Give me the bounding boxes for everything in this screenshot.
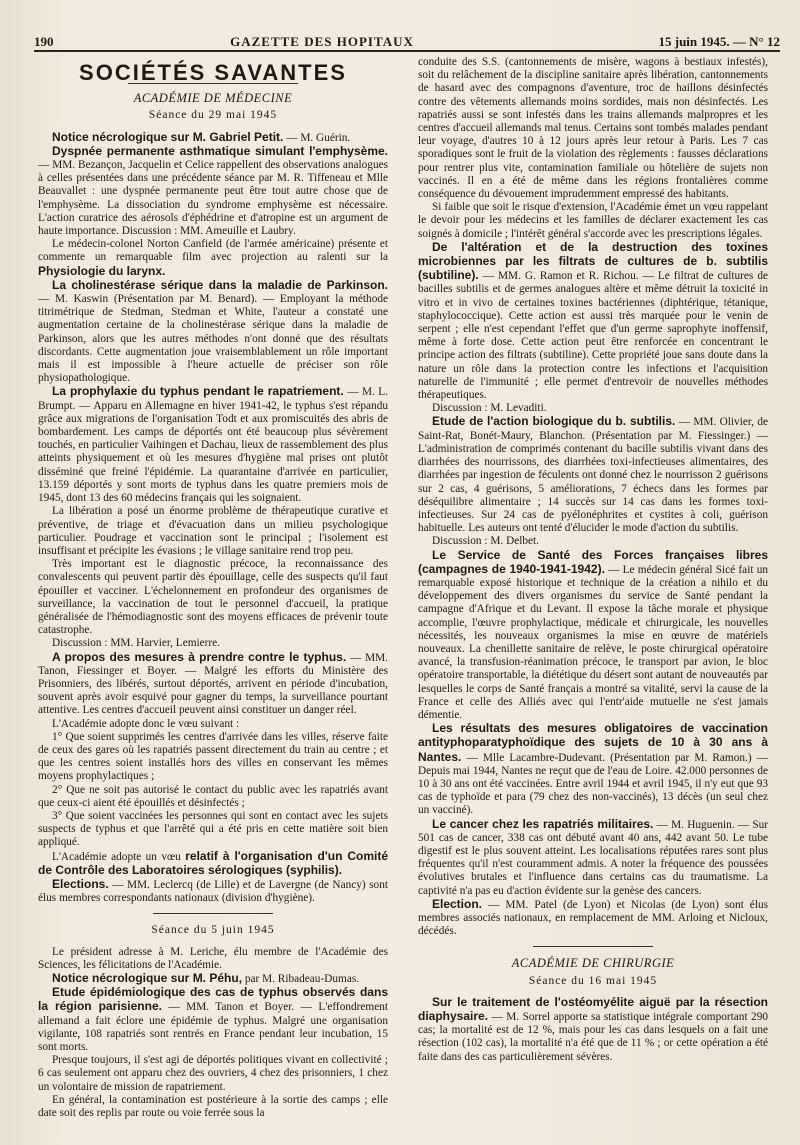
article: A propos des mesures à prendre contre le typhus. — MM. Tanon, Fiessinger et Boyer. — Malgré les efforts du Ministère des Prisonniers, des libérés, surtout déportés, arrivent en période d'incubation, souvent après avoir esquivé pour gagner du temps, la surveillance pourtant attentive. Les centres d'accueil peuvent ainsi constituer un danger réel. <box>38 649 388 717</box>
article: Dyspnée permanente asthmatique simulant l'emphysème. — MM. Bezançon, Jacquelin et Celice rappellent des observations analogues à celles présentées dans une précédente séance par M. R. Tiffeneau et Mlle Beauvallet : une dyspnée permanente peut être tout autre chose que de l'emphysème. La dissociation du syndrome emphysème est nécessaire. L'action curatrice des aérosols d'éphédrine et d'atropine est un argument de haute importance. Discussion : MM. Ameuille et Laubry. <box>38 143 388 238</box>
page-number: 190 <box>34 34 54 49</box>
article: La prophylaxie du typhus pendant le rapatriement. — M. L. Brumpt. — Apparu en Allemagne en hiver 1941-42, le typhus s'est répandu grâce aux migrations de l'organisation Todt et aux promiscuités des abris de bombardement. Les camps de déportés ont été beaucoup plus sévèrement touchés, en particulier Vaihingen et Dachau, lieux de rassemblement des plus atteints physiquement et où les mesures d'hygiène mal prises ont plutôt disséminé que freiné l'épidémie. La quarantaine d'arrivée en particulier, 13.159 déportés y sont morts de typhus dans les quatre premiers mois de 1945, dont 13 des 60 médecins français qui les soignaient. <box>38 384 388 505</box>
discussion: Discussion : MM. Harvier, Lemierre. <box>52 637 221 650</box>
seance-date: Séance du 5 juin 1945 <box>151 924 275 937</box>
section-title: SOCIÉTÉS SAVANTES <box>79 60 347 85</box>
article: Election. — MM. Patel (de Lyon) et Nicolas (de Lyon) sont élus membres associés nationaux, en remplacement de MM. Arloing et Nicloux, décédés. <box>418 896 768 938</box>
discussion: Discussion : M. Levaditi. <box>432 402 547 415</box>
paragraph: 2° Que ne soit pas autorisé le contact du public avec les rapatriés avant que ceux-ci aient été épouillés et désinfectés ; <box>38 783 388 809</box>
academy-heading: ACADÉMIE DE CHIRURGIE <box>511 956 675 971</box>
article: Notice nécrologique sur M. Péhu, par M. Ribadeau-Dumas. <box>52 971 360 985</box>
seance-date: Séance du 29 mai 1945 <box>148 109 278 122</box>
article: La cholinestérase sérique dans la maladie de Parkinson. — M. Kaswin (Présentation par M. Benard). — Employant la méthode titrimétrique de Stedman, Stedman et White, l'auteur a constaté une augmentation certaine de la cholinestérase sérique dans la maladie de Parkinson, alors que les autres méthodes n'ont donné que des résultats discordants. Cette augmentation joue vraisemblablement un rôle important mais il est impossible à l'heure actuelle de préciser son rôle physiopathologique. <box>38 277 388 385</box>
issue-date: 15 juin 1945. — N° 12 <box>658 34 780 49</box>
paragraph: Le président adresse à M. Leriche, élu membre de l'Académie des Sciences, les félicitations de l'Académie. <box>38 945 388 971</box>
article: L'Académie adopte un vœu relatif à l'organisation d'un Comité de Contrôle des Laboratoires sérologiques (syphilis). <box>38 848 388 877</box>
article: Sur le traitement de l'ostéomyélite aiguë par la résection diaphysaire. — M. Sorrel apporte sa statistique intégrale comportant 290 cas; la mortalité est de 12 %, mais pour les cas dans lesquels on a fait une résection (102 cas), la mortalité n'a été que de 11 % ; or cette opération a été faite dans des cas particulièrement sévères. <box>418 994 768 1063</box>
article: Les résultats des mesures obligatoires de vaccination antityphoparatyphoïdique des sujets de 10 à 30 ans à Nantes. — Mlle Lacambre-Dudevant. (Présentation par M. Ramon.) — Depuis mai 1944, Nantes ne reçut que de l'eau de Loire. 42.000 personnes de 10 à 30 ans ont été vaccinées. Entre avril 1944 et avril 1945, il n'y eut que 93 cas de typhoïde et para (79 chez des non-vaccinés), 13 décès (un seul chez un vacciné). <box>418 721 768 817</box>
separator-rule <box>533 946 653 947</box>
paragraph: conduite des S.S. (cantonnements de misère, wagons à bestiaux infestés), soit du relâchement de la discipline sanitaire après libération, cantonnements de hasard avec des compagnons d'aventure, troc de haillons désinfectés contre des vêtements allemands moins sordides, mais non désinfectés. Les rapatriés aussi se sont infestés dans les trains allemands malpropres et les centres d'accueil allemands mal tenus. Certains sont tombés malades pendant leur voyage, d'autres 10 à 12 jours après leur retour à Paris. Les 7 cas sporadiques sont le fruit de la violation des règlements : fausses déclarations pour rentrer plus vite, contamination familiale ou hôtelière de sujets non vaccinés. Il en a été de même dans les régions frontalières comme conséquence du dévouement imprudemment empressé des habitants. <box>418 56 768 201</box>
article: Elections. — MM. Leclercq (de Lille) et de Lavergne (de Nancy) sont élus membres correspondants nationaux (division d'hygiène). <box>38 876 388 905</box>
paragraph: La libération a posé un énorme problème de thérapeutique curative et préventive, de triage et d'évacuation dans un milieu psychologique particulier. Poudrage et vaccination sont le principal ; l'isolement est insuffisant et précipite les évasions ; le village sanitaire rend trop peu. <box>38 505 388 557</box>
right-column <box>418 56 768 1064</box>
article: Notice nécrologique sur M. Gabriel Petit. — M. Guérin. <box>52 129 351 144</box>
left-column <box>38 56 388 1120</box>
paragraph: Très important est le diagnostic précoce, la reconnaissance des convalescents qui peuvent partir dès épouillage, celle des suspects qu'il faut épouiller et vacciner. L'échelonnement en profondeur des organismes de surveillance, la vaccination de tout le personnel d'accueil, la pratique généralisée de l'hémodiagnostic sont des moyens efficaces de prévenir toute catastrophe. <box>38 558 388 637</box>
journal-title: GAZETTE DES HOPITAUX <box>230 34 414 49</box>
article: Le cancer chez les rapatriés militaires. — M. Huguenin. — Sur 501 cas de cancer, 338 cas ont débuté avant 40 ans, 442 avant 50. Le tube digestif est le plus souvent atteint. Les localisations réputées rares sont plus fréquentes qu'il n'est couramment admis. A noter la fréquence des poussées évolutives brutales et l'influence dans certains cas du traumatisme. La captivité n'a pas eu d'action évidente sur la genèse des cancers. <box>418 816 769 897</box>
article: Etude de l'action biologique du b. subtilis. — MM. Olivier, de Saint-Rat, Bonét-Maury, Blanchon. (Présentation par M. Fiessinger.) — L'administration de comprimés contenant du bacille subtilis vivant dans des diarrhées des nourrissons, des diarrhées toxi-infectieuses alimentaires, des diarrhées par ingestion de féculents ont donné chez le nourrisson 2 guérisons sur 2 cas, 4 guérisons, 5 améliorations, 7 échecs dans les formes par déséquilibre alimentaire ; 14 succès sur 14 cas dans les formes toxi-infectieuses. Sur 24 cas de pyélonéphrites et cystites à coli, guérison habituelle. Les auteurs ont tenté d'élucider le mode d'action du subtilis. <box>418 414 769 535</box>
discussion: Discussion : M. Delbet. <box>432 535 540 548</box>
article: Etude épidémiologique des cas de typhus observés dans la région parisienne. — MM. Tanon et Boyer. — L'effondrement allemand a fait éclore une épidémie de typhus. Malgré une organisation vigilante, 108 rapatriés sont rentrés en France pendant leur incubation, 15 sont morts. <box>38 985 389 1054</box>
article: De l'altération et de la destruction des toxines microbiennes par les filtrats de cultures de b. subtilis (subtiline). — MM. G. Ramon et R. Richou. — Le filtrat de cultures de bacilles subtilis et de germes analogues altère et même détruit la toxicité in vitro et in vivo de certaines toxines bactériennes (diphtérique, tétanique, staphylococcique). Cette action est aussi très marquée pour le venin de serpent ; elle n'est cependant l'effet que d'un germe saprophyte inoffensif, même à forte dose. Cette action peut être renforcée en concentrant le principe action des filtrats (subtiline). Cette propriété joue sans doute dans la nature un rôle dans la protection contre les infections et l'acquisition naturelle de l'immunité ; elle permet d'entrevoir de nouvelles méthodes thérapeutiques. <box>418 239 768 402</box>
article: Le Service de Santé des Forces françaises libres (campagnes de 1940-1941-1942). — Le médecin général Sicé fait un remarquable exposé historique et technique de la création a nihilo et du développement des divers organismes du service de Santé pendant la campagne d'Afrique et du Levant. Il expose la tâche morale et physique accomplie, l'œuvre prophylactique, médicale et chirurgicale, les nouvelles nécessités, les nouveaux organismes la mise en œuvre de matériels nouveaux. La chenillette sanitaire de relève, le poste chirurgical opératoire avancé, la transfusion-réanimation précoce, le transport par avion, le bloc opératoire transportable, la diététique du désert sont autant de nouveautés par lesquelles le corps de Santé français a montré sa vitalité, servi la cause de la France et celle des Alliés avec qui l'entr'aide mutuelle ne s'est jamais démentie. <box>418 547 768 721</box>
separator-rule <box>153 913 273 914</box>
paragraph: L'Académie adopte donc le vœu suivant : <box>52 717 240 730</box>
academy-heading: ACADÉMIE DE MÉDECINE <box>133 91 293 106</box>
seance-date: Séance du 16 mai 1945 <box>528 974 658 987</box>
paragraph: En général, la contamination est postérieure à la sortie des camps ; elle date soit des replis par route ou voie ferrée sous la <box>38 1093 388 1120</box>
page-header <box>34 28 780 52</box>
article: Le médecin-colonel Norton Canfield (de l'armée américaine) présente et commente un remarquable film avec projection au ralenti sur la Physiologie du larynx. <box>38 238 388 278</box>
paragraph: 1° Que soient supprimés les centres d'arrivée dans les villes, réserve faite de ceux des gares où les rapatriés passent directement du train au centre ; et que les centres soient installés hors des villes en conservant les mêmes moyens prophylactiques ; <box>38 730 388 783</box>
paragraph: Presque toujours, il s'est agi de déportés politiques vivant en collectivité ; 6 cas seulement ont apparu chez des ouvriers, 4 chez des prisonniers, 1 chez un volontaire de mission de rapatriement. <box>38 1054 388 1093</box>
paragraph: Si faible que soit le risque d'extension, l'Académie émet un vœu rappelant le devoir pour les médecins et les familles de déclarer exactement les cas soignés à domicile ; l'intérêt général s'accorde avec les prescriptions légales. <box>418 201 768 240</box>
paragraph: 3° Que soient vaccinées les personnes qui sont en contact avec les sujets suspects de typhus et que l'arrêté qui a été pris en cette matière soit bien appliqué. <box>38 809 388 849</box>
